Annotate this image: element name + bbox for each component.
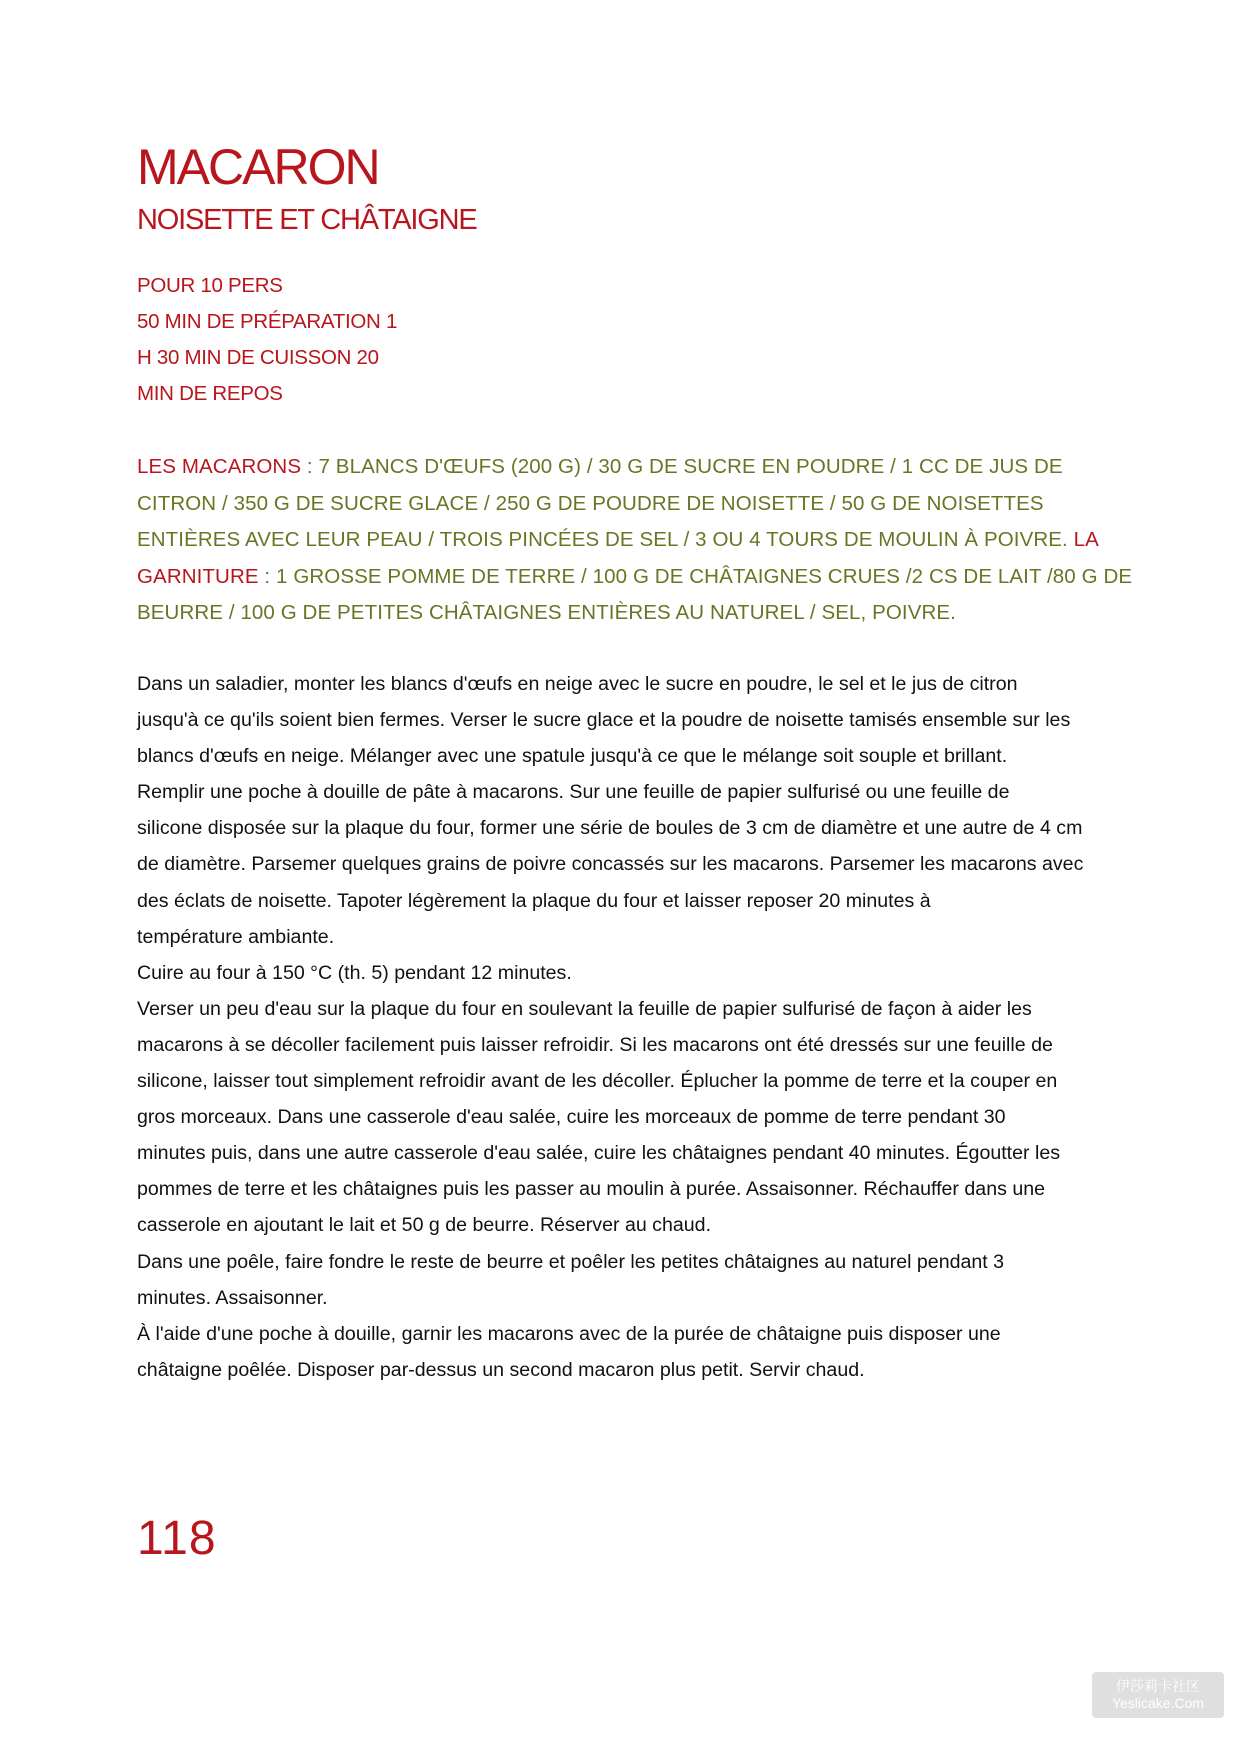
instruction-line: Cuire au four à 150 °C (th. 5) pendant 12 minutes.: [137, 961, 572, 984]
instruction-line: pommes de terre et les châtaignes puis les passer au moulin à purée. Assaisonner. Réchauffer dans une: [137, 1178, 1046, 1201]
instruction-line: gros morceaux. Dans une casserole d'eau salée, cuire les morceaux de pomme de terre pendant 30: [137, 1106, 1006, 1129]
instruction-line: Remplir une poche à douille de pâte à macarons. Sur une feuille de papier sulfurisé ou une feuille de: [137, 781, 1010, 804]
garniture-label: GARNITURE: [137, 564, 259, 588]
instruction-line: blancs d'œufs en neige. Mélanger avec une spatule jusqu'à ce que le mélange soit souple et brillant.: [137, 745, 1008, 768]
garniture-label: LA: [1073, 528, 1099, 551]
meta-line: 50 MIN DE PRÉPARATION 1: [137, 310, 398, 333]
instruction-line: minutes. Assaisonner.: [137, 1286, 328, 1309]
ingredients-line: [137, 449, 1141, 486]
ingredients-text: ENTIÈRES AVEC LEUR PEAU / TROIS PINCÉES DE SEL / 3 OU 4 TOURS DE MOULIN À POIVRE.: [137, 528, 1074, 551]
instructions-block: [137, 666, 1143, 1388]
instruction-line: Dans une poêle, faire fondre le reste de beurre et poêler les petites châtaignes au naturel pendant 3: [137, 1250, 1005, 1273]
recipe-subtitle: NOISETTE ET CHÂTAIGNE: [137, 204, 477, 236]
instruction-line: Verser un peu d'eau sur la plaque du four en soulevant la feuille de papier sulfurisé de façon à aider les: [137, 997, 1032, 1020]
instruction-line: de diamètre. Parsemer quelques grains de poivre concassés sur les macarons. Parsemer les macarons avec: [137, 853, 1084, 876]
recipe-title: MACARON: [137, 139, 379, 195]
ingredients-line: CITRON / 350 G DE SUCRE GLACE / 250 G DE POUDRE DE NOISETTE / 50 G DE NOISETTES: [137, 491, 1044, 515]
meta-line: MIN DE REPOS: [137, 382, 283, 405]
ingredients-block: [137, 449, 1141, 632]
instruction-line: jusqu'à ce qu'ils soient bien fermes. Verser le sucre glace et la poudre de noisette tamisés ensemble sur les: [137, 709, 1071, 732]
ingredients-line: [137, 559, 1141, 596]
instruction-line: minutes puis, dans une autre casserole d'eau salée, cuire les châtaignes pendant 40 minutes. Égoutter les: [137, 1142, 1061, 1165]
instruction-line: des éclats de noisette. Tapoter légèrement la plaque du four et laisser reposer 20 minutes à: [137, 889, 931, 912]
instruction-line: macarons à se décoller facilement puis laisser refroidir. Si les macarons ont été dressés sur une feuille de: [137, 1033, 1053, 1056]
instruction-line: châtaigne poêlée. Disposer par-dessus un second macaron plus petit. Servir chaud.: [137, 1358, 865, 1381]
page-number: 118: [137, 1512, 217, 1565]
instruction-line: À l'aide d'une poche à douille, garnir les macarons avec de la purée de châtaigne puis disposer une: [137, 1322, 1001, 1345]
recipe-meta: [137, 268, 637, 412]
watermark-text: 伊莎莉卡社区: [1116, 1678, 1200, 1694]
watermark-logo: [1092, 1672, 1224, 1718]
instruction-line: casserole en ajoutant le lait et 50 g de beurre. Réserver au chaud.: [137, 1214, 712, 1237]
instruction-line: température ambiante.: [137, 925, 335, 948]
meta-line: H 30 MIN DE CUISSON 20: [137, 346, 379, 369]
instruction-line: silicone, laisser tout simplement refroidir avant de les décoller. Éplucher la pomme de terre et la couper en: [137, 1070, 1058, 1093]
ingredients-line: [137, 522, 1141, 559]
watermark-text: Yeslicake.Com: [1111, 1695, 1205, 1711]
instruction-line: Dans un saladier, monter les blancs d'œufs en neige avec le sucre en poudre, le sel et le jus de citron: [137, 673, 1018, 695]
meta-line: POUR 10 PERS: [137, 274, 283, 297]
instruction-line: silicone disposée sur la plaque du four, former une série de boules de 3 cm de diamètre et une autre de 4 cm: [137, 817, 1083, 840]
macarons-label: LES MACARONS: [137, 455, 302, 478]
ingredients-text: : 7 BLANCS D'ŒUFS (200 G) / 30 G DE SUCRE EN POUDRE / 1 CC DE JUS DE: [301, 455, 1063, 478]
ingredients-text: : 1 GROSSE POMME DE TERRE / 100 G DE CHÂTAIGNES CRUES /2 CS DE LAIT /80 G DE: [258, 564, 1133, 588]
ingredients-line: BEURRE / 100 G DE PETITES CHÂTAIGNES ENTIÈRES AU NATUREL / SEL, POIVRE.: [137, 601, 956, 624]
